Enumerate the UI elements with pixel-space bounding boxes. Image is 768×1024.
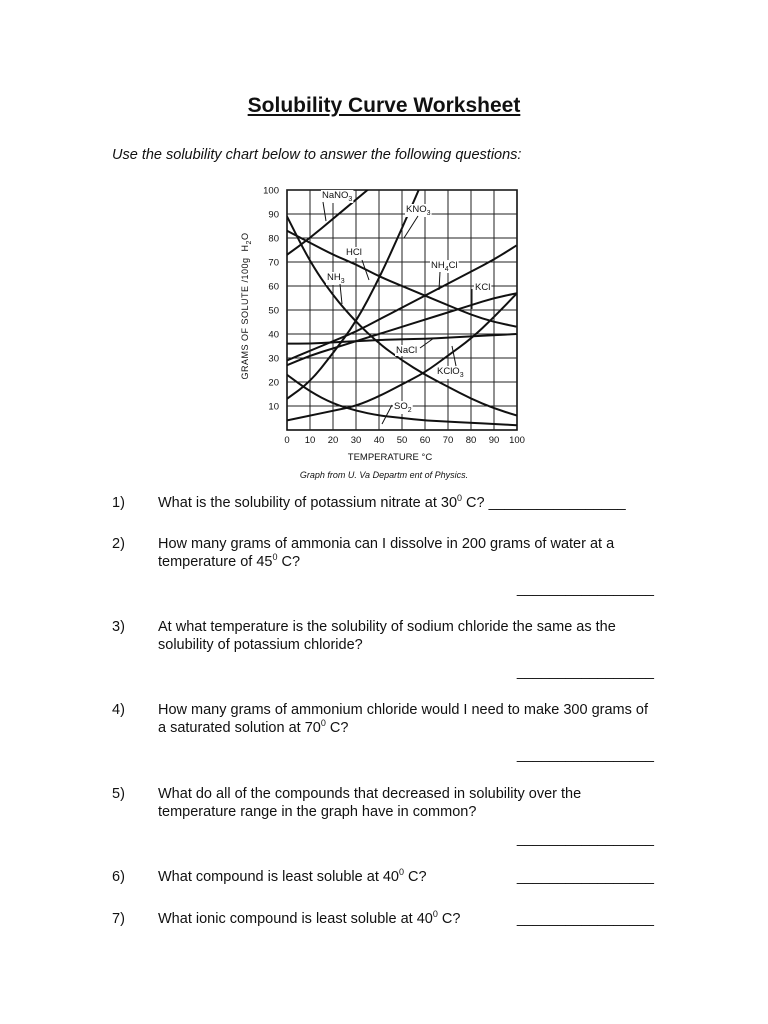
y-axis-label-h: H [240,244,250,252]
y-axis-label-sub: 2 [246,240,253,245]
solubility-chart [228,176,528,468]
x-tick-label: 80 [465,435,477,446]
question-number: 6) [112,869,125,885]
y-tick-label: 20 [268,377,279,389]
series-label: NaNO$_3$ [322,190,353,203]
y-tick-label: 30 [268,353,279,365]
x-tick-label: 100 [509,435,525,446]
x-tick-label: 40 [373,435,385,446]
y-tick-label: 90 [268,209,279,221]
y-tick-label: 50 [268,305,279,317]
degree-mark: 0 [399,867,405,877]
series-label-arrow [323,202,326,221]
series-label: $SO_2$ [394,401,412,414]
chart-x-axis-label: TEMPERATURE °C [347,452,433,463]
x-tick-label: 20 [327,435,339,446]
degree-mark: 0 [272,552,278,562]
question-number: 1) [112,495,125,511]
question-number: 5) [112,786,125,802]
x-tick-label: 60 [419,435,431,446]
series-label: KCl [475,282,491,293]
x-tick-label: 0 [284,435,290,446]
y-tick-label: 40 [268,329,279,341]
series-label: KClO$_3$ [437,366,464,379]
chart-y-axis-label [240,233,253,380]
solubility-chart-svg [228,176,528,468]
answer-blank[interactable]: _________________ [516,911,654,927]
series-label-arrow [340,284,342,304]
series-label: HCl [346,247,362,258]
y-axis-label-o: O [240,232,250,241]
x-tick-label: 90 [488,435,500,446]
x-tick-label: 50 [396,435,408,446]
degree-mark: 0 [320,718,326,728]
degree-mark: 0 [457,493,463,503]
y-tick-label: 100 [263,185,279,197]
y-tick-label: 80 [268,233,279,245]
question-text: How many grams of ammonia can I dissolve in 200 grams of water at a temperature of $45^0$ C? [158,536,615,570]
series-label: NaCl [396,345,418,356]
degree-mark: 0 [432,909,438,919]
answer-blank[interactable]: _________________ [516,747,654,763]
x-tick-label: 70 [442,435,454,446]
question-text: At what temperature is the solubility of sodium chloride the same as the solubility of potassium chloride? [158,619,616,653]
series-label-arrow [382,405,392,424]
answer-blank[interactable]: _________________ [516,869,654,885]
question-text: What compound is least soluble at $40^0$ C? [158,867,427,885]
y-tick-label: 10 [268,401,279,413]
y-tick-label: 70 [268,257,279,269]
question-number: 2) [112,536,125,552]
x-tick-label: 30 [350,435,362,446]
question-number: 4) [112,702,125,718]
question-number: 3) [112,619,125,635]
y-axis-label-main: GRAMS OF SOLUTE /100g [240,257,250,380]
x-tick-label: 10 [304,435,316,446]
answer-blank[interactable]: _________________ [516,581,654,597]
graph-credit: Graph from U. Va Departm ent of Physics. [299,470,469,480]
worksheet-title: Solubility Curve Worksheet [247,94,521,117]
y-tick-label: 60 [268,281,279,293]
question-text: What do all of the compounds that decreased in solubility over the temperature range in the graph have in common? [158,786,582,820]
series-label: $NH_3$ [327,272,345,285]
answer-blank[interactable]: _________________ [516,831,654,847]
series-label: $KNO_3$ [406,204,431,217]
question-text: What ionic compound is least soluble at $40^0$ C? [158,909,461,927]
question-text: What is the solubility of potassium nitrate at $30^0$ C? _________________ [158,493,626,511]
series-label: $NH_4Cl$ [431,260,458,273]
instructions: Use the solubility chart below to answer the following questions: [112,147,522,163]
question-text: How many grams of ammonium chloride would I need to make 300 grams of a saturated solution at $70^0$ C? [158,702,648,736]
answer-blank[interactable]: _________________ [488,495,626,511]
answer-blank[interactable]: _________________ [516,664,654,680]
question-number: 7) [112,911,125,927]
